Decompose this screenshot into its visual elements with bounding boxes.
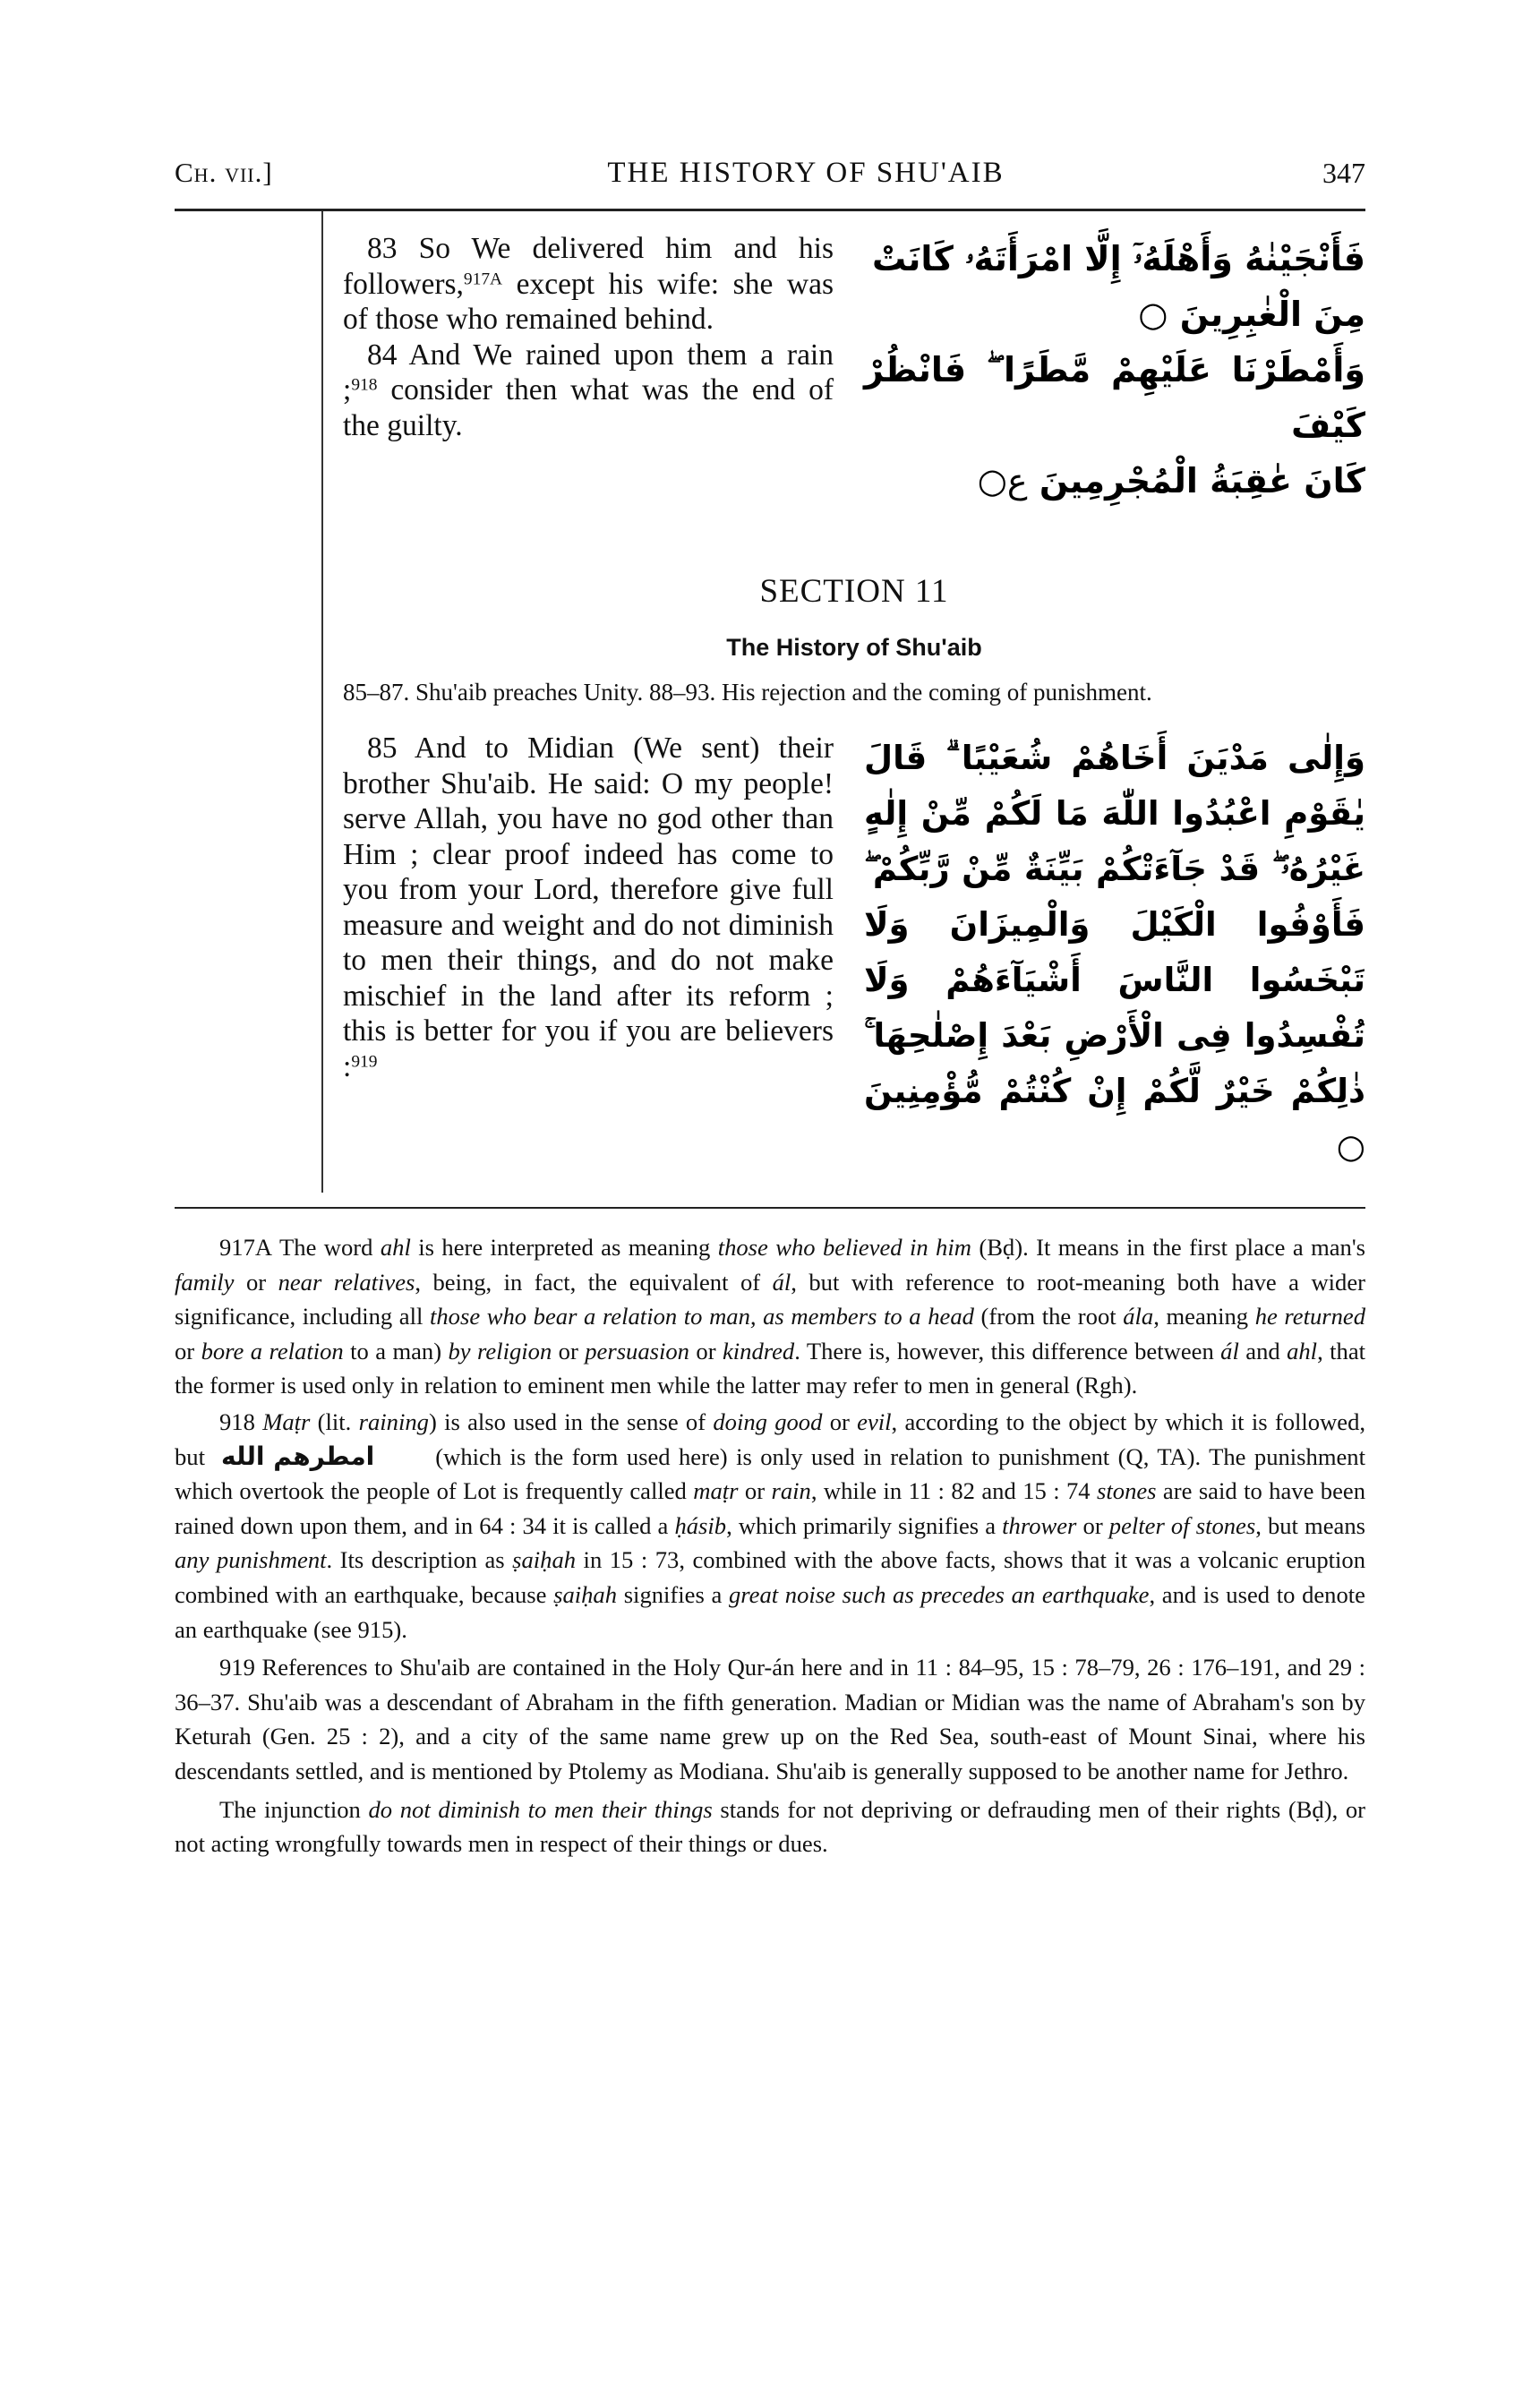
footnote-label: 919	[219, 1654, 255, 1681]
footnotes	[175, 1230, 1365, 1861]
fn-text: , but with reference to root-meaning both have a wider significance, including all	[175, 1268, 1365, 1330]
fn-italic: stones	[1097, 1477, 1157, 1505]
verse-85-translation	[343, 731, 834, 1084]
fn-text: to a man)	[343, 1337, 449, 1365]
footnote-ref[interactable]: 919	[351, 1051, 378, 1071]
fn-italic: evil	[857, 1407, 892, 1435]
fn-italic: raining	[358, 1407, 429, 1435]
verses-83-84-translation	[343, 231, 834, 443]
verse-number: 84	[367, 338, 398, 372]
fn-text: , that the former is used only in relation to eminent men while the latter may refer to men in general (Rgh).	[175, 1337, 1366, 1399]
verse-text: So We delivered him and his followers,	[343, 232, 834, 301]
fn-italic: doing good	[713, 1407, 823, 1435]
fn-text: The word	[279, 1234, 381, 1261]
ayah-end-icon: ○	[1138, 295, 1168, 334]
fn-text: or	[822, 1407, 858, 1435]
footnote-918	[175, 1405, 1365, 1647]
fn-italic: those who believed in him	[717, 1234, 971, 1261]
verse-83	[343, 231, 834, 338]
fn-italic: those who bear a relation to man, as members to a head	[430, 1303, 974, 1330]
fn-italic: Maṭr	[262, 1407, 311, 1435]
fn-italic: persuasion	[585, 1337, 689, 1365]
fn-text: , while in 11 : 82 and 15 : 74	[810, 1477, 1098, 1505]
fn-text: (Bḍ). It means in the first place a man's	[971, 1234, 1365, 1261]
footnote-label: 917A	[219, 1234, 273, 1261]
fn-text: . There is, however, this difference between	[794, 1337, 1221, 1365]
footnote-ref[interactable]: 917A	[463, 269, 503, 288]
arabic-text: كَانَ عٰقِبَةُ الْمُجْرِمِينَ	[1039, 461, 1365, 500]
footnote-919	[175, 1650, 1365, 1788]
fn-text: The injunction	[219, 1795, 369, 1823]
verse-84	[343, 338, 834, 444]
running-header	[175, 157, 1365, 201]
fn-italic: ál	[772, 1268, 791, 1296]
fn-italic: ṣaiḥah	[553, 1580, 618, 1608]
fn-text: or	[175, 1337, 201, 1365]
footnote-rule	[175, 1207, 1365, 1209]
ayah-end-icon: ○	[1336, 1127, 1365, 1166]
verse-number: 83	[367, 232, 398, 265]
verse-85-row	[343, 706, 1365, 1193]
verse-text: And We rained upon them a rain ;	[343, 338, 834, 406]
footnote-917a	[175, 1230, 1365, 1403]
chapter-label: Ch. vii.]	[175, 157, 273, 188]
fn-text: or	[1076, 1511, 1109, 1539]
fn-text: (which is the form used here) is only used in relation to punishment (Q, TA). The punishment which overtook the people of Lot is frequently called	[175, 1442, 1365, 1505]
fn-text: , but means	[1255, 1511, 1365, 1539]
fn-italic: great noise such as precedes an earthquake	[728, 1580, 1150, 1608]
arabic-text: مِنَ الْغٰبِرِينَ	[1179, 295, 1365, 334]
arabic-line	[864, 287, 1365, 342]
fn-italic: ahl	[1287, 1337, 1318, 1365]
verse-text: except his wife: she was of those who remained behind.	[343, 267, 834, 336]
fn-italic: ála	[1123, 1303, 1154, 1330]
fn-text: signifies a	[617, 1580, 729, 1608]
arabic-line	[864, 453, 1365, 509]
fn-text: or	[738, 1477, 772, 1505]
page-number: 347	[1322, 157, 1365, 189]
fn-italic: do not diminish to men their things	[368, 1795, 713, 1823]
fn-italic: ḥásib	[674, 1511, 727, 1539]
section-summary: 85–87. Shu'aib preaches Unity. 88–93. His rejection and the coming of punishment.	[343, 679, 1152, 706]
arabic-line: وَأَمْطَرْنَا عَلَيْهِمْ مَّطَرًا ۖ فَانْظُرْ كَيْفَ	[864, 350, 1365, 445]
arabic-line: فَأَنْجَيْنٰهُ وَأَهْلَهُۥٓ إِلَّا امْرَأَتَهُۥ كَانَتْ	[871, 239, 1365, 278]
fn-text: References to Shu'aib are contained in the Holy Qur-án here and in 11 : 84–95, 15 : 78–79, 26 : 176–191, and 29 : 36–37. Shu'aib was a descendant of Abraham in the fifth generation. Madian or Midian was the name of Abraham's son by Keturah (Gen. 25 : 2), and a city of the same name grew up on the Red Sea, south-east of Mount Sinai, where his descendants settled, and is mentioned by Ptolemy as Modiana. Shu'aib is generally supposed to be another name for Jethro.	[175, 1654, 1365, 1784]
verse-number: 85	[367, 731, 398, 765]
inline-arabic: امطرهم الله	[220, 1441, 375, 1471]
fn-text: or	[552, 1337, 586, 1365]
verses-83-84-arabic	[864, 231, 1365, 509]
fn-italic: he returned	[1254, 1303, 1365, 1330]
column-rule-area	[321, 211, 1365, 1193]
verse-85-arabic	[864, 731, 1365, 1175]
section-heading	[343, 509, 1365, 706]
fn-text: stands for not depriving or defrauding men of their rights (Bḍ), or not acting wrongfully towards men in respect of their things or dues.	[175, 1795, 1366, 1858]
footnote-label: 918	[219, 1407, 255, 1435]
section-subtitle: The History of Shu'aib	[726, 634, 982, 661]
fn-italic: by religion	[448, 1337, 552, 1365]
fn-italic: ahl	[380, 1234, 411, 1261]
fn-italic: near relatives	[278, 1268, 415, 1296]
fn-italic: kindred	[722, 1337, 795, 1365]
fn-text: (lit.	[310, 1407, 359, 1435]
fn-italic: pelter of stones	[1108, 1511, 1256, 1539]
fn-text: ) is also used in the sense of	[428, 1407, 714, 1435]
page	[175, 0, 1365, 1915]
fn-text: are said to have been rained down upon them, and in 64 : 34 it is called a	[175, 1477, 1365, 1539]
page-title: THE HISTORY OF SHU'AIB	[607, 157, 1005, 189]
fn-italic: thrower	[1002, 1511, 1077, 1539]
ruku-mark-icon: ع	[1006, 461, 1028, 500]
fn-italic: any punishment	[175, 1546, 327, 1574]
verse-text: consider then what was the end of the guilty.	[343, 373, 834, 442]
fn-italic: ál	[1220, 1337, 1239, 1365]
section-title: SECTION 11	[759, 573, 949, 610]
fn-text: , being, in fact, the equivalent of	[415, 1268, 773, 1296]
fn-italic: ṣaiḥah	[512, 1546, 577, 1574]
fn-text: , which primarily signifies a	[726, 1511, 1003, 1539]
fn-italic: maṭr	[693, 1477, 739, 1505]
fn-italic: rain	[771, 1477, 811, 1505]
fn-text: , meaning	[1153, 1303, 1255, 1330]
fn-text: , according to the object by which it is followed, but	[175, 1407, 1366, 1470]
fn-italic: family	[175, 1268, 235, 1296]
verses-83-84-row	[343, 211, 1365, 509]
fn-italic: bore a relation	[201, 1337, 344, 1365]
verse-text: And to Midian (We sent) their brother Shu'aib. He said: O my people! serve Allah, you have no god other than Him ; clear proof indeed has come to you from your Lord, therefore give full measure and weight and do not diminish to men their things, and do not make mischief in the land after its reform ; this is better for you if you are believers :	[343, 731, 834, 1083]
ayah-end-icon: ○	[977, 461, 1007, 500]
fn-text: or	[689, 1337, 723, 1365]
fn-text: , and is used to denote an earthquake (see 915).	[175, 1580, 1365, 1643]
fn-text: or	[234, 1268, 278, 1296]
footnote-injunction	[175, 1792, 1365, 1861]
fn-text: (from the root	[973, 1303, 1124, 1330]
fn-text: and	[1238, 1337, 1288, 1365]
fn-text: in 15 : 73, combined with the above facts, shows that it was a volcanic eruption combined with an earthquake, because	[175, 1546, 1365, 1608]
arabic-text: وَإِلٰى مَدْيَنَ أَخَاهُمْ شُعَيْبًا ۗ قَالَ يٰقَوْمِ اعْبُدُوا اللّٰهَ مَا لَكُمْ مِّنْ إِلٰهٍ غَيْرُهُۥ ۖ قَدْ جَآءَتْكُمْ بَيِّنَةٌ مِّنْ رَّبِّكُمْ ۖ فَأَوْفُوا الْكَيْلَ وَالْمِيزَانَ وَلَا تَبْخَسُوا النَّاسَ أَشْيَآءَهُمْ وَلَا تُفْسِدُوا فِى الْأَرْضِ بَعْدَ إِصْلٰحِهَا ۚ ذٰلِكُمْ خَيْرٌ لَّكُمْ إِنْ كُنْتُمْ مُّؤْمِنِينَ	[864, 739, 1365, 1110]
fn-text: is here interpreted as meaning	[410, 1234, 718, 1261]
footnote-ref[interactable]: 918	[351, 375, 378, 395]
verse-85	[343, 731, 834, 1084]
fn-text: . Its description as	[326, 1546, 513, 1574]
